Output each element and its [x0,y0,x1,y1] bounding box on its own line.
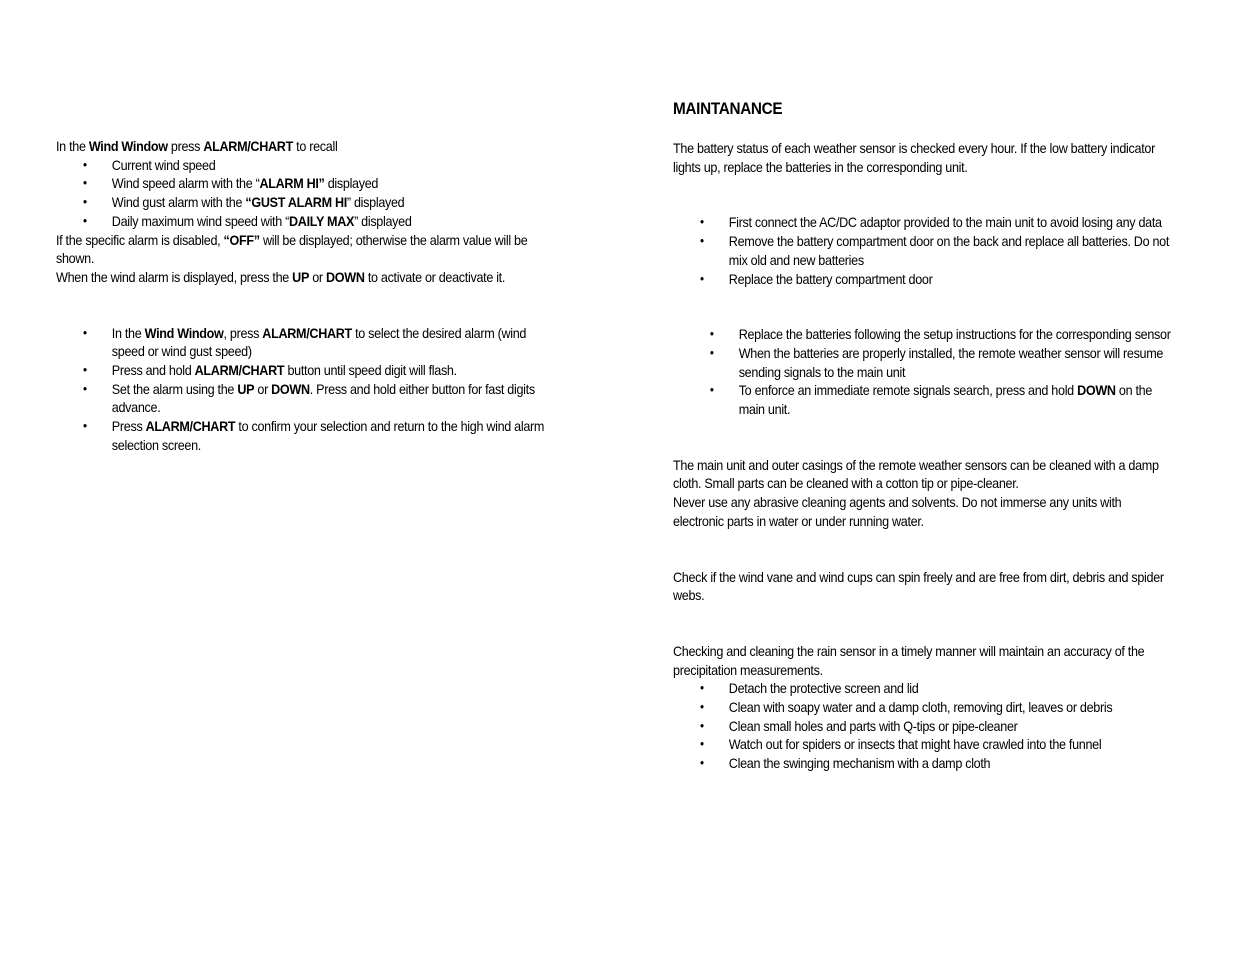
list-item: • Clean the swinging mechanism with a damp cloth [673,754,1173,773]
wind-sensor-paragraph: Check if the wind vane and wind cups can spin freely and are free from dirt, debris and spider webs. [673,568,1164,604]
list-item: • When the batteries are properly installed, the remote weather sensor will resume sending signals to the main unit [673,344,1173,381]
list-item: • First connect the AC/DC adaptor provided to the main unit to avoid losing any data [673,213,1173,232]
alarm-toggle-note: When the wind alarm is displayed, press the UP or DOWN to activate or deactivate it. [56,268,506,285]
list-item: • Clean small holes and parts with Q-tips or pipe-cleaner [673,717,1173,736]
list-item: • Current wind speed [56,156,560,175]
alarm-disabled-note: If the specific alarm is disabled, “OFF” will be displayed; otherwise the alarm value will be shown. [56,231,528,267]
remote-sensor-battery-list [673,325,1173,419]
list-item: • Press and hold ALARM/CHART button until speed digit will flash. [56,361,560,380]
maintenance-heading: MAINTANANCE [673,99,783,118]
left-column [56,137,560,455]
recall-intro: In the Wind Window press ALARM/CHART to recall [56,138,338,154]
list-item: • Replace the batteries following the setup instructions for the corresponding sensor [673,325,1173,344]
list-item: • Set the alarm using the UP or DOWN. Press and hold either button for fast digits advance. [56,380,560,417]
battery-status-paragraph: The battery status of each weather sensor is checked every hour. If the low battery indicator lights up, replace the batteries in the corresponding unit. [673,140,1155,175]
list-item: • To enforce an immediate remote signals search, press and hold DOWN on the main unit. [673,381,1173,418]
rain-sensor-list [673,679,1173,773]
cleaning-paragraph-1: The main unit and outer casings of the remote weather sensors can be cleaned with a damp cloth. Small parts can be cleaned with a cotton tip or pipe-cleaner. [673,456,1159,492]
list-item: • Remove the battery compartment door on the back and replace all batteries. Do not mix old and new batteries [673,232,1173,269]
list-item: • Wind speed alarm with the “ALARM HI” displayed [56,174,560,193]
list-item: • Clean with soapy water and a damp cloth, removing dirt, leaves or debris [673,698,1173,717]
main-unit-battery-list [673,213,1173,288]
list-item: • Watch out for spiders or insects that might have crawled into the funnel [673,735,1173,754]
cleaning-paragraph-2: Never use any abrasive cleaning agents and solvents. Do not immerse any units with electronic parts in water or under running water. [673,494,1122,529]
list-item: • Detach the protective screen and lid [673,679,1173,698]
list-item: • Press ALARM/CHART to confirm your selection and return to the high wind alarm selection screen. [56,417,560,454]
set-alarm-list [56,324,560,455]
list-item: • In the Wind Window, press ALARM/CHART to select the desired alarm (wind speed or wind gust speed) [56,324,560,361]
recall-list [56,156,560,231]
rain-sensor-paragraph: Checking and cleaning the rain sensor in a timely manner will maintain an accuracy of the precipitation measurements. [673,642,1145,678]
right-column [673,99,1173,773]
list-item: • Wind gust alarm with the “GUST ALARM HI” displayed [56,193,560,212]
list-item: • Daily maximum wind speed with “DAILY MAX” displayed [56,212,560,231]
list-item: • Replace the battery compartment door [673,270,1173,289]
